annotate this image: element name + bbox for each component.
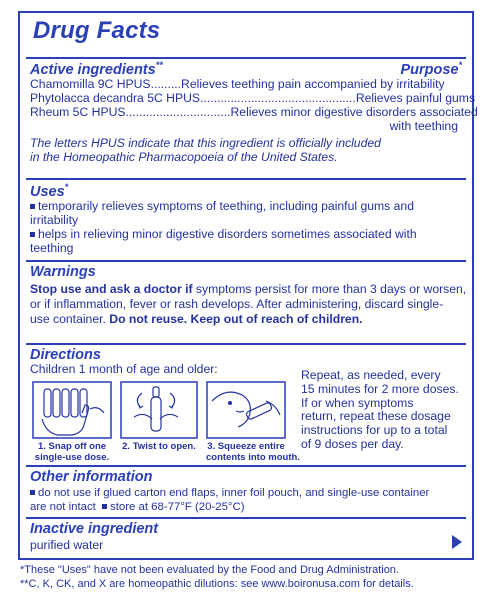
inactive-ingredient-heading: Inactive ingredient [30,521,159,537]
warnings-heading: Warnings [30,264,96,280]
warnings-line: Stop use and ask a doctor if symptoms persist for more than 3 days or worsen, [30,282,467,296]
uses-item: helps in relieving minor digestive disorders sometimes associated with [30,228,417,242]
ingredient-row: Phytolacca decandra 5C HPUS..............................................Relieves painful gums [30,91,476,105]
repeat-line: instructions for up to a total [301,423,448,438]
uses-item-continuation: teething [30,241,74,255]
directions-heading: Directions [30,347,101,363]
repeat-line: If or when symptoms [301,395,414,410]
repeat-instructions [301,369,459,452]
children-age-text: Children 1 month of age and older: [30,362,218,376]
inactive-ingredient-value: purified water [30,538,104,552]
snap-dose-illustration-icon [32,381,112,439]
other-info-line: do not use if glued carton end flaps, inner foil pouch, and single-use container [30,487,429,501]
uses-item: temporarily relieves symptoms of teething, including painful gums and [30,200,414,214]
drug-facts-panel [18,11,478,560]
direction-step-caption: 2. Twist to open. [122,441,196,452]
ingredient-row-continuation: with teething [389,119,458,133]
other-information-section [26,465,466,519]
ingredient-row: Chamomilla 9C HPUS.........Relieves teething pain accompanied by irritability [30,77,445,91]
twist-open-illustration-icon [120,381,198,439]
title-section [26,13,466,59]
uses-heading: Uses* [30,182,69,200]
bullet-square-icon [102,504,107,509]
active-ingredients-heading: Active ingredients** [30,60,163,78]
active-ingredients-section [26,57,478,180]
purpose-heading: Purpose* [400,60,462,78]
other-info-line: are not intact store at 68-77°F (20-25°C) [30,501,245,513]
inactive-ingredient-section [26,517,466,557]
repeat-line: 15 minutes for 2 more doses. [301,381,459,396]
continue-arrow-icon [452,535,462,549]
warnings-line: use container. Do not reuse. Keep out of reach of children. [30,312,363,326]
squeeze-mouth-illustration-icon [206,381,286,439]
warnings-line: or if inflammation, fever or rash develops. After administering, discard single- [30,297,444,311]
repeat-line: Repeat, as needed, every [301,368,441,382]
warnings-section [26,260,466,345]
direction-step-caption: 3. Squeeze entire contents into mouth. [206,441,300,463]
bullet-square-icon [30,232,35,237]
bullet-square-icon [30,204,35,209]
ingredient-row: Rheum 5C HPUS...............................Relieves minor digestive disorders associated [30,105,478,119]
hpus-note-line: in the Homeopathic Pharmacopoeia of the United States. [30,150,338,164]
dilution-footnote: **C, K, CK, and X are homeopathic dilutions: see www.boironusa.com for details. [20,578,414,590]
uses-section [26,178,466,262]
uses-disclaimer-footnote: *These "Uses" have not been evaluated by the Food and Drug Administration. [20,564,399,576]
direction-step-caption: 1. Snap off one single-use dose. [34,441,110,463]
bullet-square-icon [30,490,35,495]
hpus-note-line: The letters HPUS indicate that this ingredient is officially included [30,136,381,150]
repeat-line: of 9 doses per day. [301,436,404,451]
directions-section [26,343,466,467]
page-title: Drug Facts [33,17,161,44]
repeat-line: return, repeat these dosage [301,409,451,424]
uses-item-continuation: irritability [30,213,79,227]
other-information-heading: Other information [30,469,153,485]
